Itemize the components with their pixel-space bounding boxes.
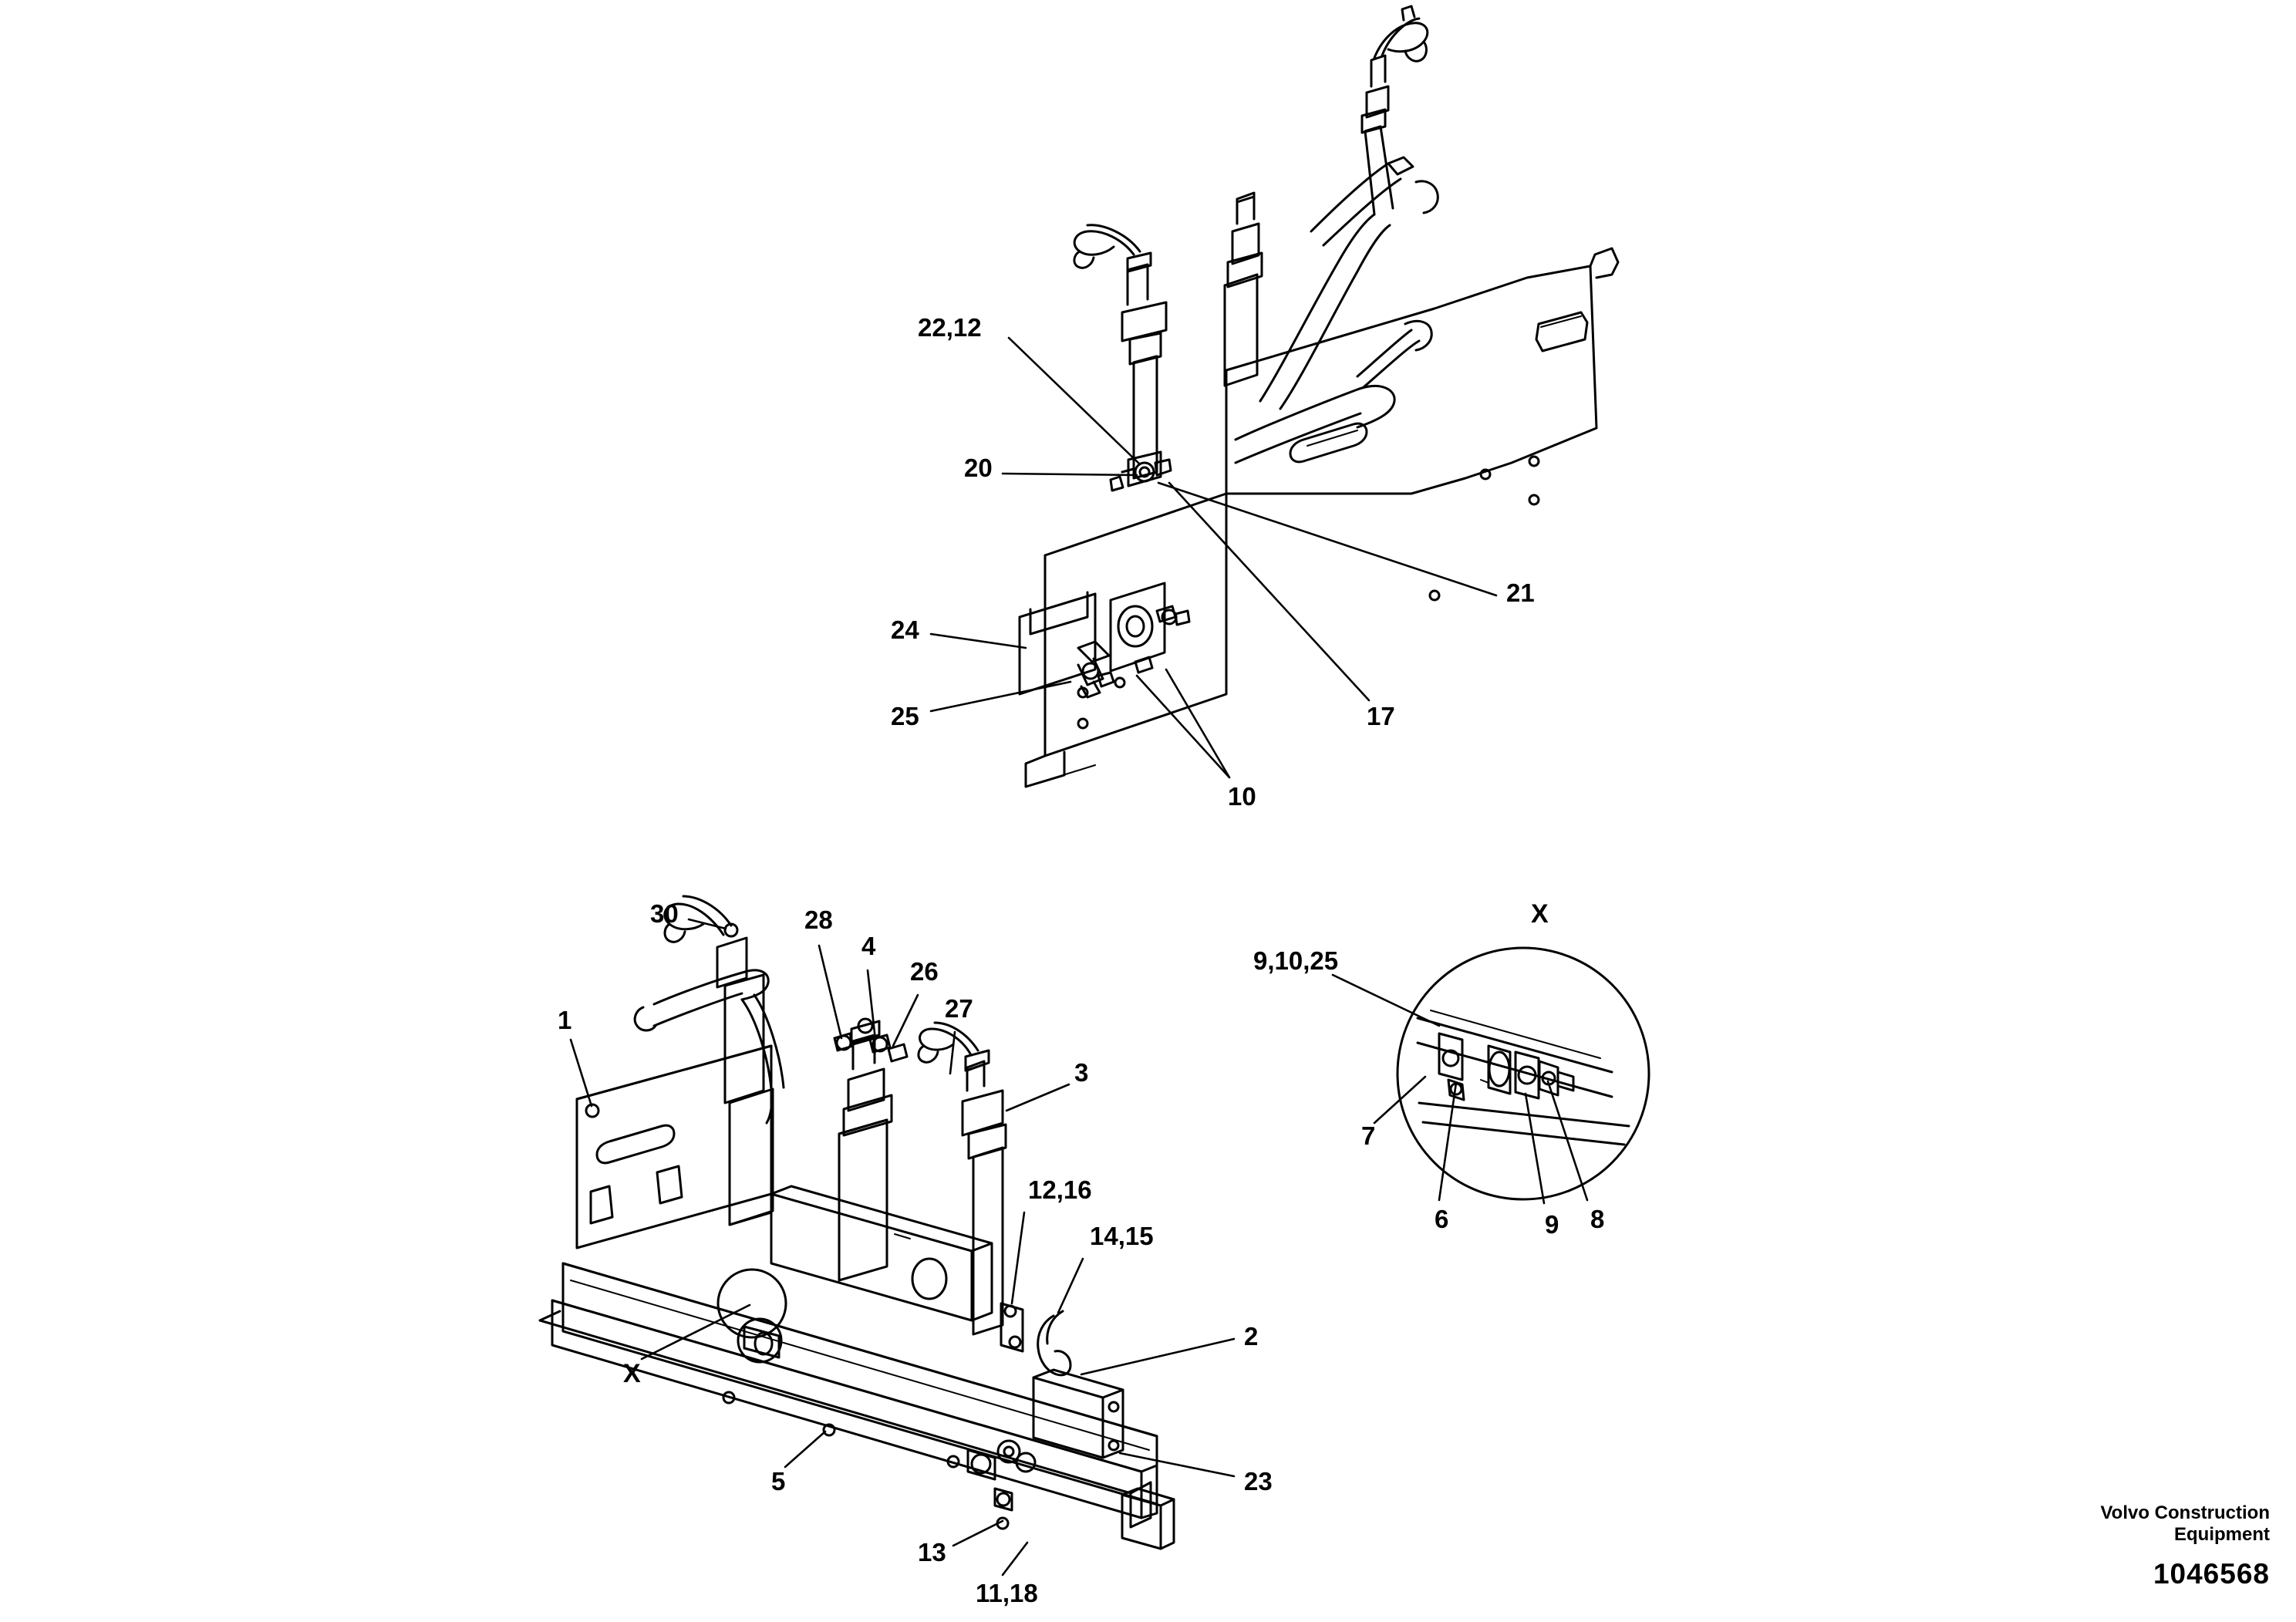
callout-26: 26 bbox=[910, 957, 939, 986]
callout-1: 1 bbox=[558, 1006, 572, 1034]
brand-line-2: Equipment bbox=[2174, 1523, 2270, 1545]
lower-assembly bbox=[540, 896, 1174, 1549]
brand-text bbox=[2100, 1502, 2270, 1545]
callout-4: 4 bbox=[861, 932, 876, 960]
callout-28: 28 bbox=[804, 905, 833, 934]
callout-24: 24 bbox=[891, 615, 919, 644]
section-mark-x-left: X bbox=[623, 1359, 641, 1388]
callout-11-18: 11,18 bbox=[976, 1579, 1038, 1607]
callout-3: 3 bbox=[1074, 1058, 1089, 1087]
section-mark-x-detail: X bbox=[1531, 899, 1549, 929]
callout-7: 7 bbox=[1361, 1121, 1376, 1150]
callout-22-12: 22,12 bbox=[918, 313, 982, 342]
callout-12-16: 12,16 bbox=[1028, 1175, 1092, 1204]
drawing-number: 1046568 bbox=[2153, 1558, 2270, 1590]
callout-6: 6 bbox=[1435, 1205, 1449, 1233]
callout-21: 21 bbox=[1506, 578, 1535, 607]
leader-lines bbox=[571, 338, 1587, 1575]
callout-30: 30 bbox=[650, 899, 679, 928]
callout-25: 25 bbox=[891, 702, 919, 730]
callout-8: 8 bbox=[1590, 1205, 1605, 1233]
callout-14-15: 14,15 bbox=[1090, 1222, 1154, 1250]
callout-23: 23 bbox=[1244, 1467, 1273, 1496]
callout-2: 2 bbox=[1244, 1322, 1259, 1351]
callout-10: 10 bbox=[1228, 782, 1256, 811]
callout-17: 17 bbox=[1367, 702, 1395, 730]
upper-assembly bbox=[1020, 6, 1618, 787]
callout-9: 9 bbox=[1545, 1210, 1559, 1239]
detail-view-x-group bbox=[1397, 948, 1649, 1199]
callout-20: 20 bbox=[964, 454, 993, 482]
callout-27: 27 bbox=[945, 994, 973, 1023]
callout-13: 13 bbox=[918, 1538, 946, 1566]
brand-line-1: Volvo Construction bbox=[2100, 1502, 2270, 1523]
callout-9-10-25: 9,10,25 bbox=[1253, 946, 1339, 975]
callout-5: 5 bbox=[771, 1467, 786, 1496]
